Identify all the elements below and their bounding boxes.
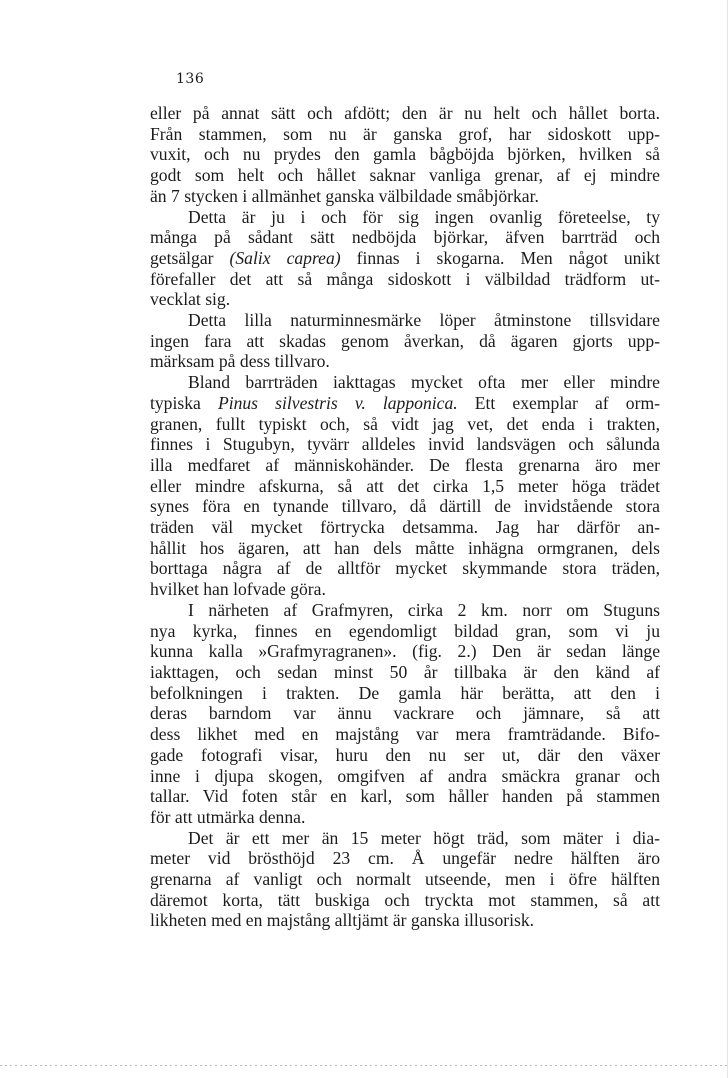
text-line: deras barndom var ännu vackrare och jämnare, så att [150,703,660,724]
text-line: synes föra en tynande tillvaro, då därtill de invidstående stora [150,496,660,517]
text-line: nya kyrka, finnes en egendomligt bildad gran, som vi ju [150,620,660,641]
paragraph-2 [150,207,660,311]
text-line: getsälgar (Salix caprea) finnas i skogarna. Men något unikt [150,247,660,268]
text-line: borttaga några af de alltför mycket skymmande stora träden, [150,558,660,579]
text-line: märksam på dess tillvaro. [150,351,330,372]
text-line: kunna kalla »Grafmyragranen». (fig. 2.) Den är sedan länge [150,641,660,662]
paragraph-5 [150,600,660,828]
paragraph-3 [150,310,660,372]
page-bottom-edge [0,1065,728,1066]
text-line: Från stammen, som nu är ganska grof, har sidoskott upp- [150,123,660,144]
text-line: finnes i Stugubyn, tyvärr alldeles invid landsvägen och sålunda [150,434,660,455]
text-line: däremot korta, tätt buskiga och tryckta mot stammen, så att [150,889,660,910]
text-line: godt som helt och hållet saknar vanliga grenar, af ej mindre [150,165,660,186]
text-line: dess likhet med en majstång var mera framträdande. Bifo- [150,724,660,745]
text-line: befolkningen i trakten. De gamla här berätta, att den i [150,682,660,703]
text-line: vuxit, och nu prydes den gamla bågböjda björken, hvilken så [150,144,660,165]
text-line: meter vid brösthöjd 23 cm. Å ungefär nedre hälften äro [150,848,660,869]
text-line: ingen fara att skadas genom åverkan, då ägaren gjorts upp- [150,330,660,351]
latin-name: (Salix caprea) [229,247,341,268]
text-line: I närheten af Grafmyren, cirka 2 km. norr om Stuguns [188,599,660,620]
text-line: vecklat sig. [150,289,231,310]
text-line: än 7 stycken i allmänhet ganska välbildade småbjörkar. [150,185,539,206]
text-line: eller på annat sätt och afdött; den är nu helt och hållet borta. [150,103,660,123]
page-number: 136 [176,71,205,87]
latin-name: Pinus silvestris v. lapponica. [217,392,458,413]
text-line: Bland barrträden iakttagas mycket ofta mer eller mindre [188,372,660,393]
paragraph-6 [150,828,660,932]
text-line: eller mindre afskurna, så att det cirka 1,5 meter höga trädet [150,475,660,496]
text-line: för att utmärka denna. [150,806,306,827]
text-line: likheten med en majstång alltjämt är ganska illusorisk. [150,910,535,931]
paragraph-1 [150,103,660,207]
paragraph-4 [150,372,660,600]
text-line: Detta lilla naturminnesmärke löper åtminstone tillsvidare [188,310,660,331]
text-line: förefaller det att så många sidoskott i välbildad trädform ut- [150,268,660,289]
text-line: grenarna af vanligt och normalt utseende, men i öfre hälften [150,869,660,890]
text-line: många på sådant sätt nedböjda björkar, äfven barrträd och [150,227,660,248]
text-line: Detta är ju i och för sig ingen ovanlig företeelse, ty [188,206,660,227]
text-line: typiska Pinus silvestris v. lapponica. Ett exemplar af orm- [150,392,660,413]
text-line: tallar. Vid foten står en karl, som håller handen på stammen [150,786,660,807]
text-line: träden väl mycket förtrycka detsamma. Jag har därför an- [150,517,660,538]
text-line: gade fotografi visar, huru den nu ser ut, där den växer [150,744,660,765]
text-line: Det är ett mer än 15 meter högt träd, som mäter i dia- [188,827,660,848]
text-line: iakttagen, och sedan minst 50 år tillbaka är den känd af [150,661,660,682]
text-line: illa medfaret af människohänder. De flesta grenarna äro mer [150,454,660,475]
text-line: hållit hos ägaren, att han dels måtte inhägna ormgranen, dels [150,537,660,558]
text-line: hvilket han lofvade göra. [150,579,326,600]
text-line: inne i djupa skogen, omgifven af andra smäckra granar och [150,765,660,786]
body-text [150,103,660,931]
text-line: granen, fullt typiskt och, så vidt jag vet, det enda i trakten, [150,413,660,434]
